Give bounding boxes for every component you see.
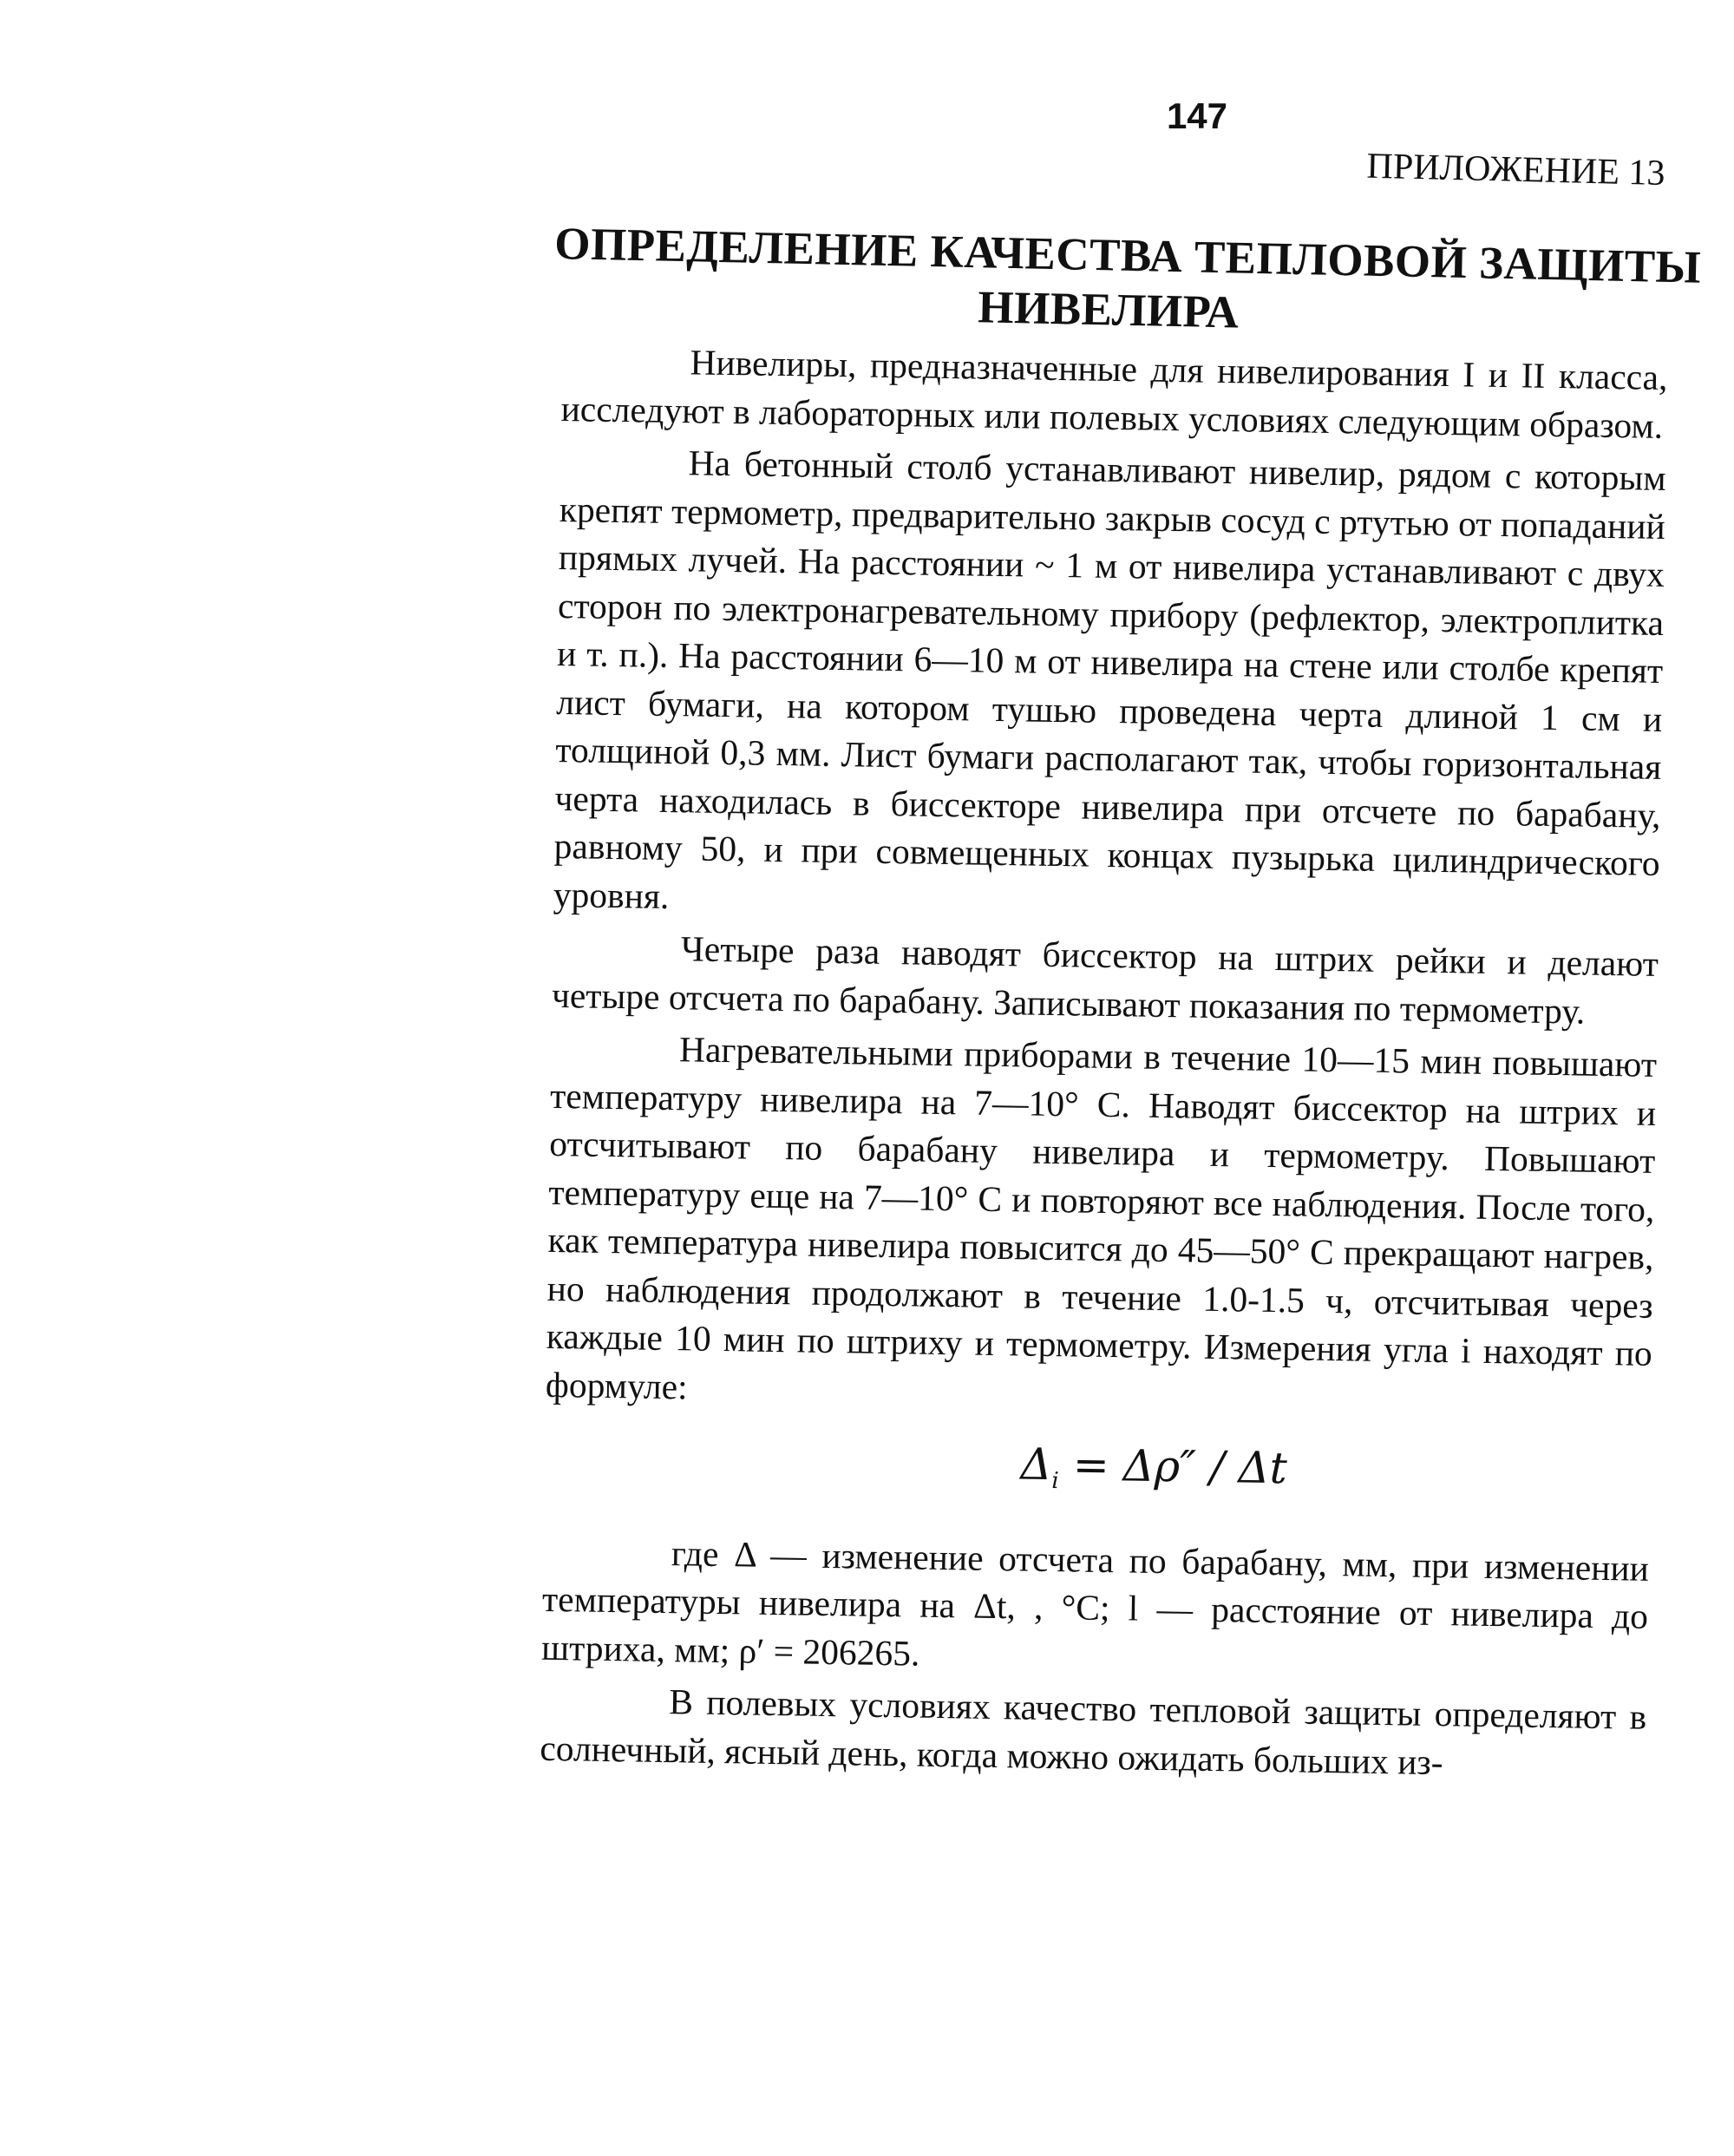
title-line-2: НИВЕЛИРА (977, 282, 1240, 338)
page-number: 147 (1166, 95, 1228, 136)
paragraph-intro: Нивелиры, предназначенные для нивелирования I и II класса, исследуют в лабораторных или полевых условиях следующим образом. (560, 342, 1668, 446)
paragraph-heating: Нагревательными приборами в течение 10—15 мин повышают температуру нивелира на 7—10° С. Наводят биссектор на штрих и отсчитывают по барабану нивелира и термометру. Повышают температуру еще на 7—10° С и повторяют все наблюдения. После того, как температура нивелира повысится до 45—50° С прекращают нагрев, но наблюдения продолжают в течение 1.0-1.5 ч, отсчитывая через каждые 10 мин по штриху и термометру. Измерения угла i находят по формуле: (545, 1029, 1658, 1406)
paragraph-field-conditions: В полевых условиях качество тепловой защиты определяют в солнечный, ясный день, когда можно ожидать больших из- (540, 1681, 1647, 1782)
formula (544, 1433, 1651, 1516)
body-text (540, 337, 1668, 1790)
formula-delta: Δ (1020, 1438, 1053, 1491)
page-title (553, 217, 1702, 350)
appendix-label: ПРИЛОЖЕНИЕ 13 (1366, 146, 1665, 193)
paragraph-setup: На бетонный столб устанавливают нивелир, рядом с которым крепят термометр, предварительно закрыв сосуд с ртутью от попаданий прямых лучей. На расстоянии ~ 1 м от нивелира устанавливают с двух сторон по электронагревательному прибору (рефлектор, электроплитка и т. п.). На расстоянии 6—10 м от нивелира на стене или столбе крепят лист бумаги, на котором тушью проведена черта длиной 1 см и толщиной 0,3 мм. Лист бумаги располагают так, чтобы горизонтальная черта находилась в биссекторе нивелира при отсчете по барабану, равному 50, и при совмещенных концах пузырька цилиндрического уровня. (553, 442, 1666, 916)
paragraph-legend: где Δ — изменение отсчета по барабану, мм, при изменении температуры нивелира на Δt, , °С; l — расстояние от нивелира до штриха, мм; ρ′ = 206265. (540, 1532, 1650, 1674)
formula-subscript: i (1051, 1468, 1059, 1495)
title-line-1: ОПРЕДЕЛЕНИЕ КАЧЕСТВА ТЕПЛОВОЙ ЗАЩИТЫ (553, 218, 1702, 293)
formula-right-side: = Δρ″ / Δt (1058, 1439, 1288, 1494)
paragraph-readings: Четыре раза наводят биссектор на штрих рейки и делают четыре отсчета по барабану. Записывают показания по термометру. (551, 928, 1659, 1032)
